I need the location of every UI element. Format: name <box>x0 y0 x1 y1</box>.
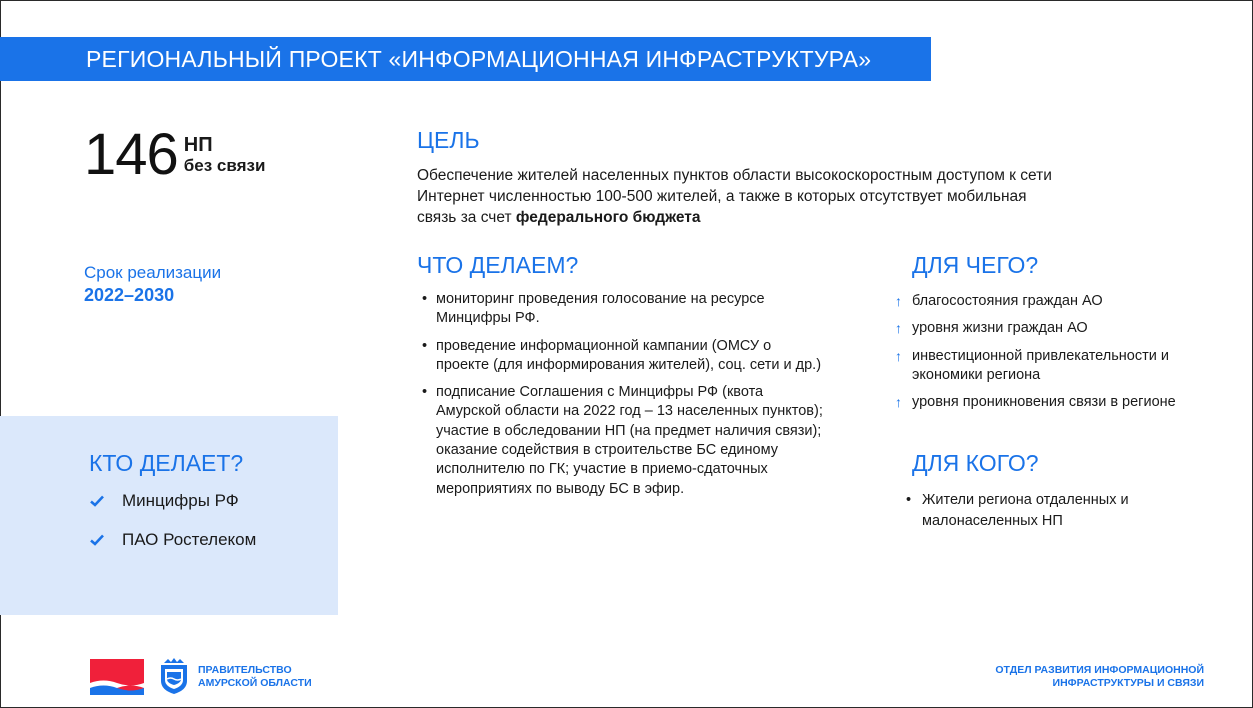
list-item <box>90 529 256 551</box>
check-icon <box>90 534 104 546</box>
list-item <box>895 393 1225 412</box>
what-title: ЧТО ДЕЛАЕМ? <box>417 252 579 278</box>
gov-line: АМУРСКОЙ ОБЛАСТИ <box>198 677 312 689</box>
list-item: • проведение информационной кампании (ОМСУ о проекте (для информирования жителей), соц. сети и др.) <box>422 337 827 376</box>
goal-text-line <box>417 207 1152 228</box>
goal-title: ЦЕЛЬ <box>417 127 480 153</box>
why-list <box>895 292 1225 420</box>
dept-line: ОТДЕЛ РАЗВИТИЯ ИНФОРМАЦИОННОЙ <box>995 664 1204 676</box>
government-name <box>198 664 312 690</box>
slide-title: РЕГИОНАЛЬНЫЙ ПРОЕКТ «ИНФОРМАЦИОННАЯ ИНФРАСТРУКТУРА» <box>86 45 872 72</box>
why-item-label: уровня жизни граждан АО <box>912 320 1088 337</box>
stat-caption: без связи <box>183 156 266 175</box>
list-item <box>895 347 1225 386</box>
arrow-up-icon: ↑ <box>895 394 902 411</box>
why-item-label: благосостояния граждан АО <box>912 293 1103 309</box>
who-item-label: ПАО Ростелеком <box>122 530 257 549</box>
whom-list <box>906 490 1196 532</box>
goal-text-line: Обеспечение жителей населенных пунктов области высокоскоростным доступом к сети <box>417 167 1052 184</box>
stat-number: 146 <box>84 122 178 187</box>
term-block <box>84 262 221 306</box>
arrow-up-icon: ↑ <box>895 320 902 337</box>
arrow-up-icon: ↑ <box>895 347 902 364</box>
list-item: • мониторинг проведения голосование на ресурсе Минцифры РФ. <box>422 290 827 329</box>
title-banner <box>0 37 931 81</box>
arrow-up-icon: ↑ <box>895 293 902 309</box>
check-icon <box>90 495 104 507</box>
who-title: КТО ДЕЛАЕТ? <box>89 450 244 476</box>
goal-text <box>417 165 1152 228</box>
list-item <box>895 292 1225 311</box>
what-list <box>422 290 827 507</box>
stat-unit: НП <box>183 134 213 156</box>
term-years: 2022–2030 <box>84 285 175 305</box>
stat-block <box>84 122 266 187</box>
goal-text-bold: федерального бюджета <box>515 209 701 226</box>
coat-of-arms-icon <box>158 657 190 695</box>
goal-text-line: Интернет численностью 100-500 жителей, а также в которых отсутствует мобильная <box>417 188 1027 205</box>
list-item <box>90 490 256 512</box>
list-item <box>895 319 1225 338</box>
list-item: • подписание Соглашения с Минцифры РФ (квота Амурской области на 2022 год – 13 населенных пунктов); участие в обследовании НП (на предмет наличия связи); оказание содействия в строительстве БС единому исполнителю по ГК; участие в приемо-сдаточных мероприятиях по выводу БС в эфир. <box>422 383 827 499</box>
dept-line: ИНФРАСТРУКТУРЫ И СВЯЗИ <box>1052 677 1204 689</box>
region-flag-icon <box>90 659 144 695</box>
gov-line: ПРАВИТЕЛЬСТВО <box>198 664 292 676</box>
why-item-label: уровня проникновения связи в регионе <box>912 394 1176 411</box>
why-title: ДЛЯ ЧЕГО? <box>912 252 1039 278</box>
who-item-label: Минцифры РФ <box>122 491 239 510</box>
who-list <box>90 490 256 568</box>
why-item-label: инвестиционной привлекательности и экономики региона <box>912 347 1169 383</box>
department-name <box>995 664 1204 690</box>
whom-title: ДЛЯ КОГО? <box>912 450 1039 476</box>
list-item: • Жители региона отдаленных и малонаселенных НП <box>906 490 1196 532</box>
term-label: Срок реализации <box>84 263 222 282</box>
goal-text-plain: связь за счет <box>417 209 516 226</box>
